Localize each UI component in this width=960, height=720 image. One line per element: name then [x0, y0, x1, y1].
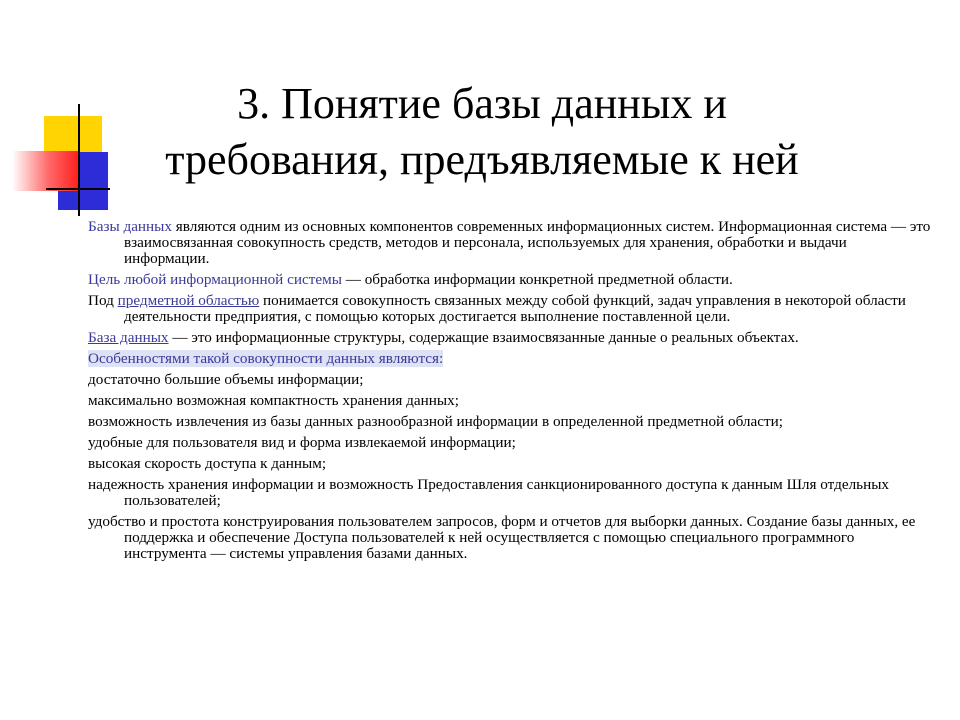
- paragraph-text: понимается совокупность связанных между собой функций, задач управления в некоторой области деятельности предприятия, с помощью которых достигается выполнение поставленной цели.: [124, 292, 906, 325]
- paragraph-goal: [88, 272, 934, 288]
- paragraph-databases: [88, 219, 934, 267]
- feature-item: надежность хранения информации и возможность Предоставления санкционированного доступа к данным Шля отдельных пользователей;: [88, 476, 889, 509]
- title-line-1: 3. Понятие базы данных и: [237, 79, 727, 128]
- feature-item: удобство и простота конструирования пользователем запросов, форм и отчетов для выборки данных. Создание базы данных, ее поддержка и обеспечение Доступа пользователей к ней осуществляется с помощью специального программного инструмента — системы управления базами данных.: [88, 513, 916, 562]
- feature-item: возможность извлечения из базы данных разнообразной информации в определенной предметной области;: [88, 413, 783, 430]
- paragraph-text: — это информационные структуры, содержащие взаимосвязанные данные о реальных объектах.: [168, 329, 799, 346]
- term-domain-link[interactable]: предметной областью: [117, 292, 260, 309]
- feature-item: удобные для пользователя вид и форма извлекаемой информации;: [88, 434, 516, 451]
- features-heading: Особенностями такой совокупности данных являются:: [88, 350, 444, 367]
- feature-item: достаточно большие объемы информации;: [88, 371, 364, 388]
- term-databases[interactable]: Базы данных: [88, 218, 172, 235]
- paragraph-database: [88, 330, 934, 346]
- feature-item: высокая скорость доступа к данным;: [88, 455, 327, 472]
- paragraph-text: являются одним из основных компонентов современных информационных систем. Информационная система — это взаимосвязанная совокупность средств, методов и персонала, используемых для хранения, обработки и выдачи информации.: [124, 218, 931, 267]
- paragraph-text: Под: [88, 292, 118, 309]
- term-database-link[interactable]: База данных: [88, 329, 169, 346]
- paragraph-domain: [88, 293, 934, 325]
- term-goal[interactable]: Цель любой информационной системы: [88, 271, 342, 288]
- title-line-2: требования, предъявляемые к ней: [165, 135, 799, 184]
- horizontal-line: [46, 188, 110, 190]
- vertical-line: [78, 104, 80, 216]
- slide-body: [88, 219, 934, 567]
- paragraph-features-heading: [88, 351, 934, 367]
- red-square: [12, 151, 78, 191]
- paragraph-text: — обработка информации конкретной предметной области.: [341, 271, 733, 288]
- slide-title: [96, 76, 868, 188]
- feature-item: максимально возможная компактность хранения данных;: [88, 392, 459, 409]
